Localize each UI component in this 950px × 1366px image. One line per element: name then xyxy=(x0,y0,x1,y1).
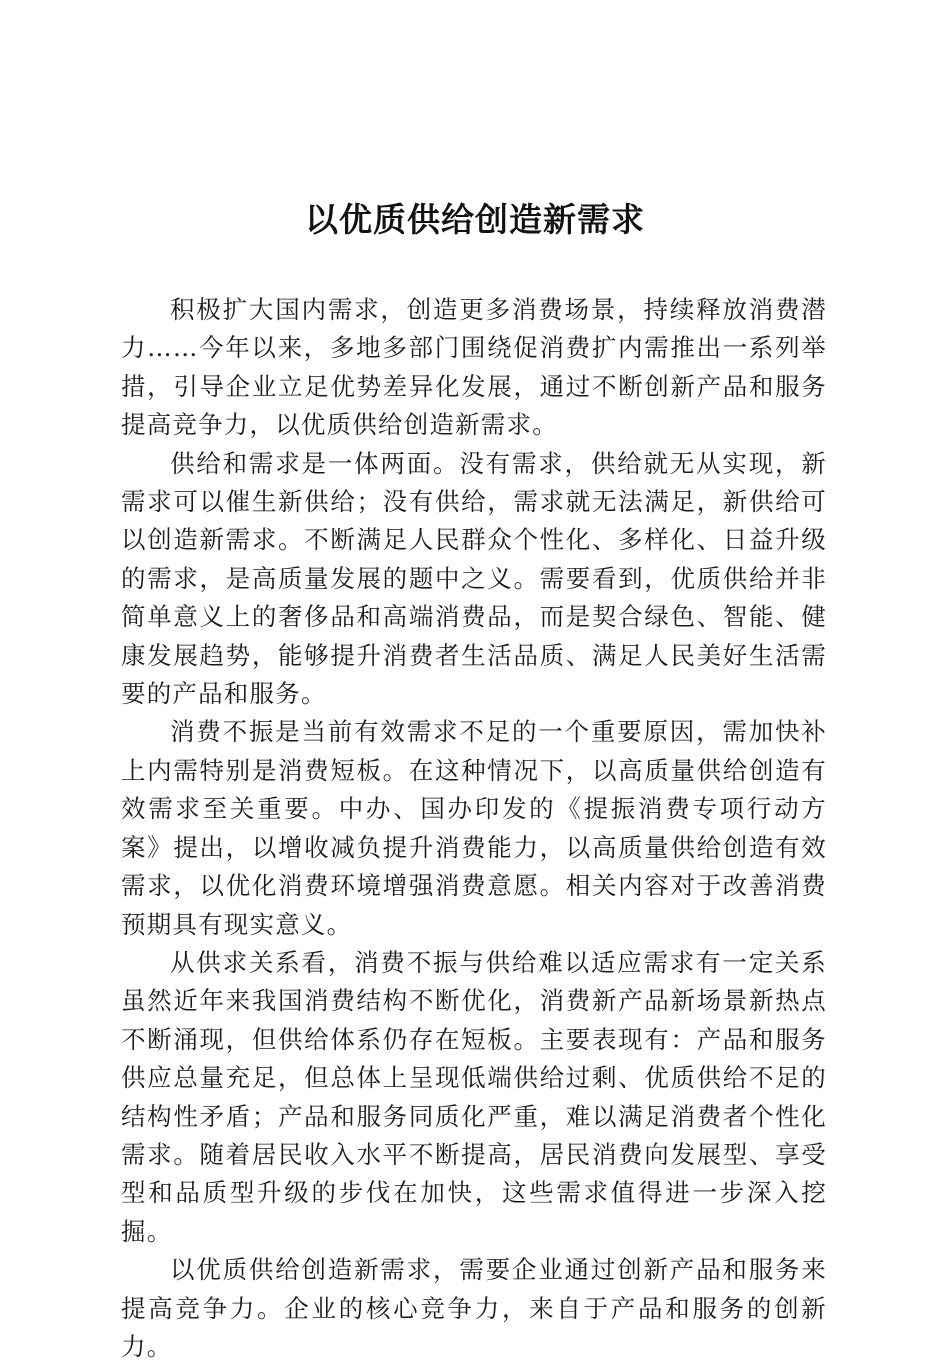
article-title: 以优质供给创造新需求 xyxy=(305,200,645,239)
paragraph-3: 消费不振是当前有效需求不足的一个重要原因，需加快补上内需特别是消费短板。在这种情况下，以高质量供给创造有效需求至关重要。中办、国办印发的《提振消费专项行动方案》提出，以增收减负提升消费能力，以高质量供给创造有效需求，以优化消费环境增强消费意愿。相关内容对于改善消费预期具有现实意义。 xyxy=(121,717,827,939)
paragraph-5: 以优质供给创造新需求，需要企业通过创新产品和服务来提高竞争力。企业的核心竞争力，来自于产品和服务的创新力。 xyxy=(121,1255,827,1361)
article-body xyxy=(121,291,827,1366)
paragraph-1: 积极扩大国内需求，创造更多消费场景，持续释放消费潜力……今年以来，多地多部门围绕促消费扩内需推出一系列举措，引导企业立足优势差异化发展，通过不断创新产品和服务提高竞争力，以优质供给创造新需求。 xyxy=(121,295,827,440)
paragraph-2: 供给和需求是一体两面。没有需求，供给就无从实现，新需求可以催生新供给；没有供给，需求就无法满足，新供给可以创造新需求。不断满足人民群众个性化、多样化、日益升级的需求，是高质量发展的题中之义。需要看到，优质供给并非简单意义上的奢侈品和高端消费品，而是契合绿色、智能、健康发展趋势，能够提升消费者生活品质、满足人民美好生活需要的产品和服务。 xyxy=(121,448,827,709)
paragraph-4: 从供求关系看，消费不振与供给难以适应需求有一定关系虽然近年来我国消费结构不断优化，消费新产品新场景新热点不断涌现，但供给体系仍存在短板。主要表现有：产品和服务供应总量充足，但总体上呈现低端供给过剩、优质供给不足的结构性矛盾；产品和服务同质化严重，难以满足消费者个性化需求。随着居民收入水平不断提高，居民消费向发展型、享受型和品质型升级的步伐在加快，这些需求值得进一步深入挖掘。 xyxy=(121,947,827,1246)
